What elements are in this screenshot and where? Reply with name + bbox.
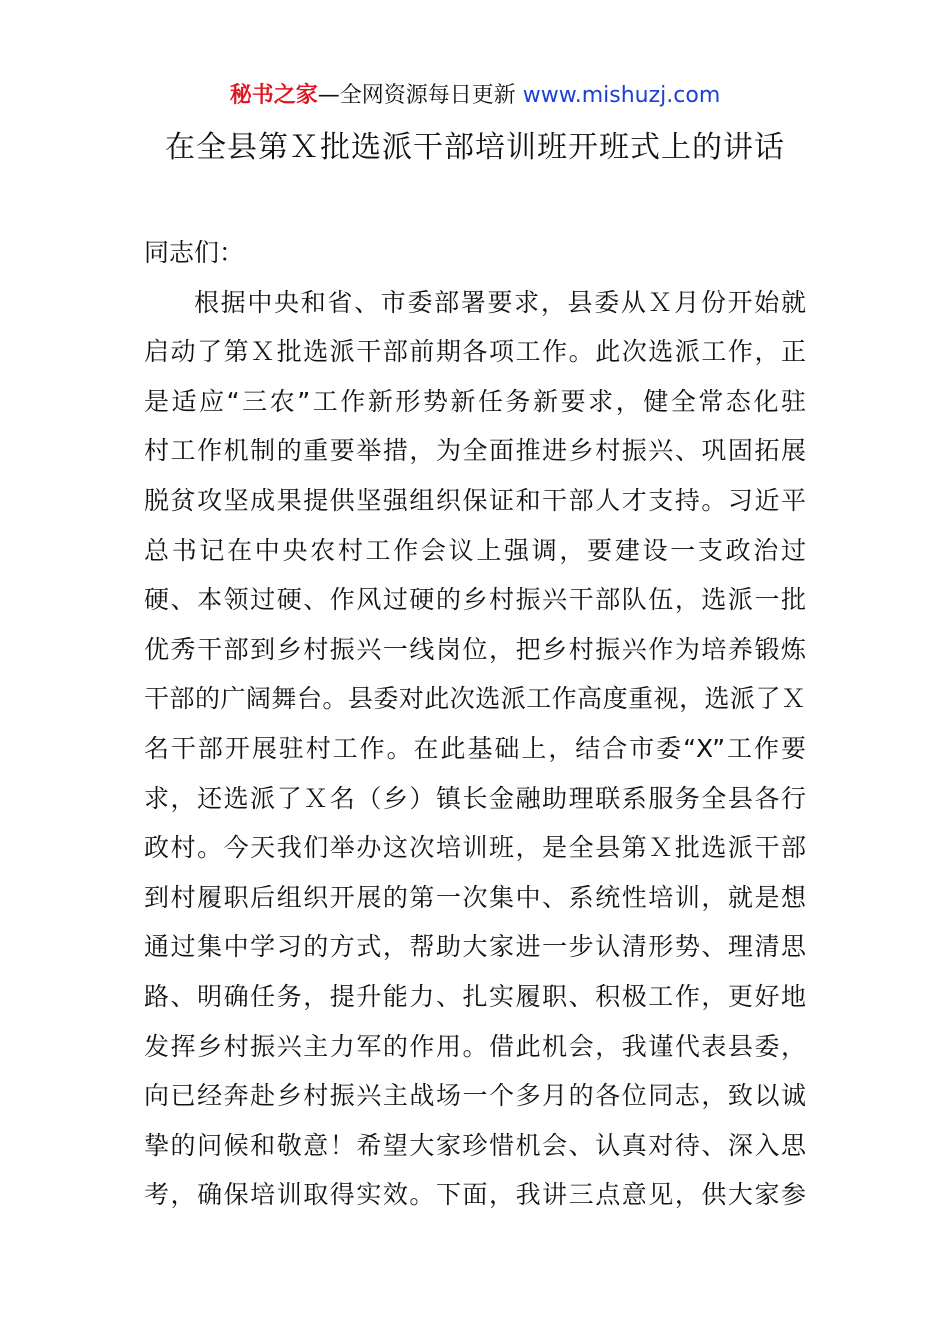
text-line: 路、明确任务，提升能力、扎实履职、积极工作，更好地	[144, 981, 806, 1011]
site-tagline: —全网资源每日更新	[317, 83, 523, 108]
text-line: 总书记在中央农村工作会议上强调，要建设一支政治过	[144, 535, 806, 565]
document-title: 在全县第Ｘ批选派干部培训班开班式上的讲话	[165, 130, 785, 165]
document-body	[144, 228, 806, 1220]
text-line: 到村履职后组织开展的第一次集中、系统性培训，就是想	[144, 882, 806, 912]
site-brand: 秘书之家	[229, 83, 318, 108]
text-line: 挚的问候和敬意！希望大家珍惜机会、认真对待、深入思	[144, 1130, 806, 1160]
salutation: 同志们：	[144, 238, 245, 267]
text-line: 脱贫攻坚成果提供坚强组织保证和干部人才支持。习近平	[144, 485, 806, 515]
site-header	[0, 80, 950, 112]
text-line: 村工作机制的重要举措，为全面推进乡村振兴、巩固拓展	[144, 436, 806, 466]
text-line: 向已经奔赴乡村振兴主战场一个多月的各位同志，致以诚	[144, 1081, 806, 1111]
text-line: 发挥乡村振兴主力军的作用。借此机会，我谨代表县委，	[144, 1031, 806, 1061]
paragraph	[144, 278, 806, 1220]
text-line: 考，确保培训取得实效。下面，我讲三点意见，供大家参	[144, 1180, 806, 1210]
text-line: 根据中央和省、市委部署要求，县委从Ｘ月份开始就	[194, 287, 806, 317]
text-line: 政村。今天我们举办这次培训班，是全县第Ｘ批选派干部	[144, 833, 806, 863]
text-line: 启动了第Ｘ批选派干部前期各项工作。此次选派工作，正	[144, 337, 806, 367]
text-line: 硬、本领过硬、作风过硬的乡村振兴干部队伍，选派一批	[144, 585, 806, 615]
text-line: 求，还选派了Ｘ名（乡）镇长金融助理联系服务全县各行	[144, 783, 806, 813]
text-line: 干部的广阔舞台。县委对此次选派工作高度重视，选派了Ｘ	[144, 684, 806, 714]
text-line: 名干部开展驻村工作。在此基础上，结合市委“X”工作要	[144, 733, 806, 763]
text-line: 优秀干部到乡村振兴一线岗位，把乡村振兴作为培养锻炼	[144, 634, 806, 664]
site-url-link[interactable]: www.mishuzj.com	[522, 83, 721, 108]
text-line: 是适应“三农”工作新形势新任务新要求，健全常态化驻	[144, 386, 806, 416]
text-line: 通过集中学习的方式，帮助大家进一步认清形势、理清思	[144, 932, 806, 962]
